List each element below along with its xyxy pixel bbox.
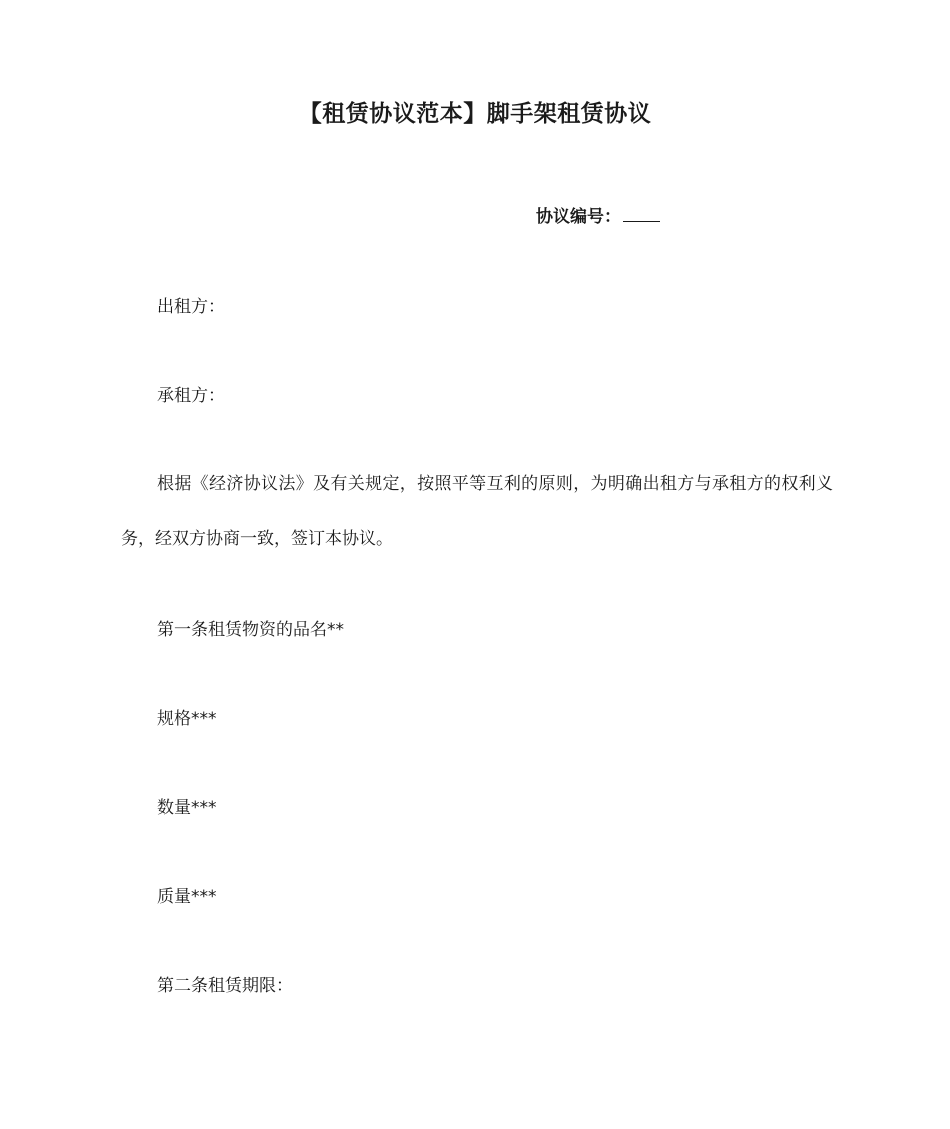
preamble-paragraph: 根据《经济协议法》及有关规定，按照平等互利的原则，为明确出租方与承租方的权利义务，经双方协商一致，签订本协议。 bbox=[121, 474, 833, 549]
article-1-quality: 质量*** bbox=[157, 887, 217, 907]
article-2-heading: 第二条租赁期限： bbox=[157, 976, 293, 996]
article-1-spec: 规格*** bbox=[157, 709, 217, 729]
document-title: 【租赁协议范本】脚手架租赁协议 bbox=[298, 101, 652, 127]
article-1-heading: 第一条租赁物资的品名** bbox=[157, 620, 344, 640]
agreement-number bbox=[536, 204, 660, 230]
article-1-quantity: 数量*** bbox=[157, 798, 217, 818]
lessor-label: 出租方： bbox=[157, 297, 225, 317]
agreement-number-blank bbox=[623, 204, 660, 222]
agreement-number-label: 协议编号： bbox=[536, 207, 621, 227]
lessee-label: 承租方： bbox=[157, 386, 225, 406]
